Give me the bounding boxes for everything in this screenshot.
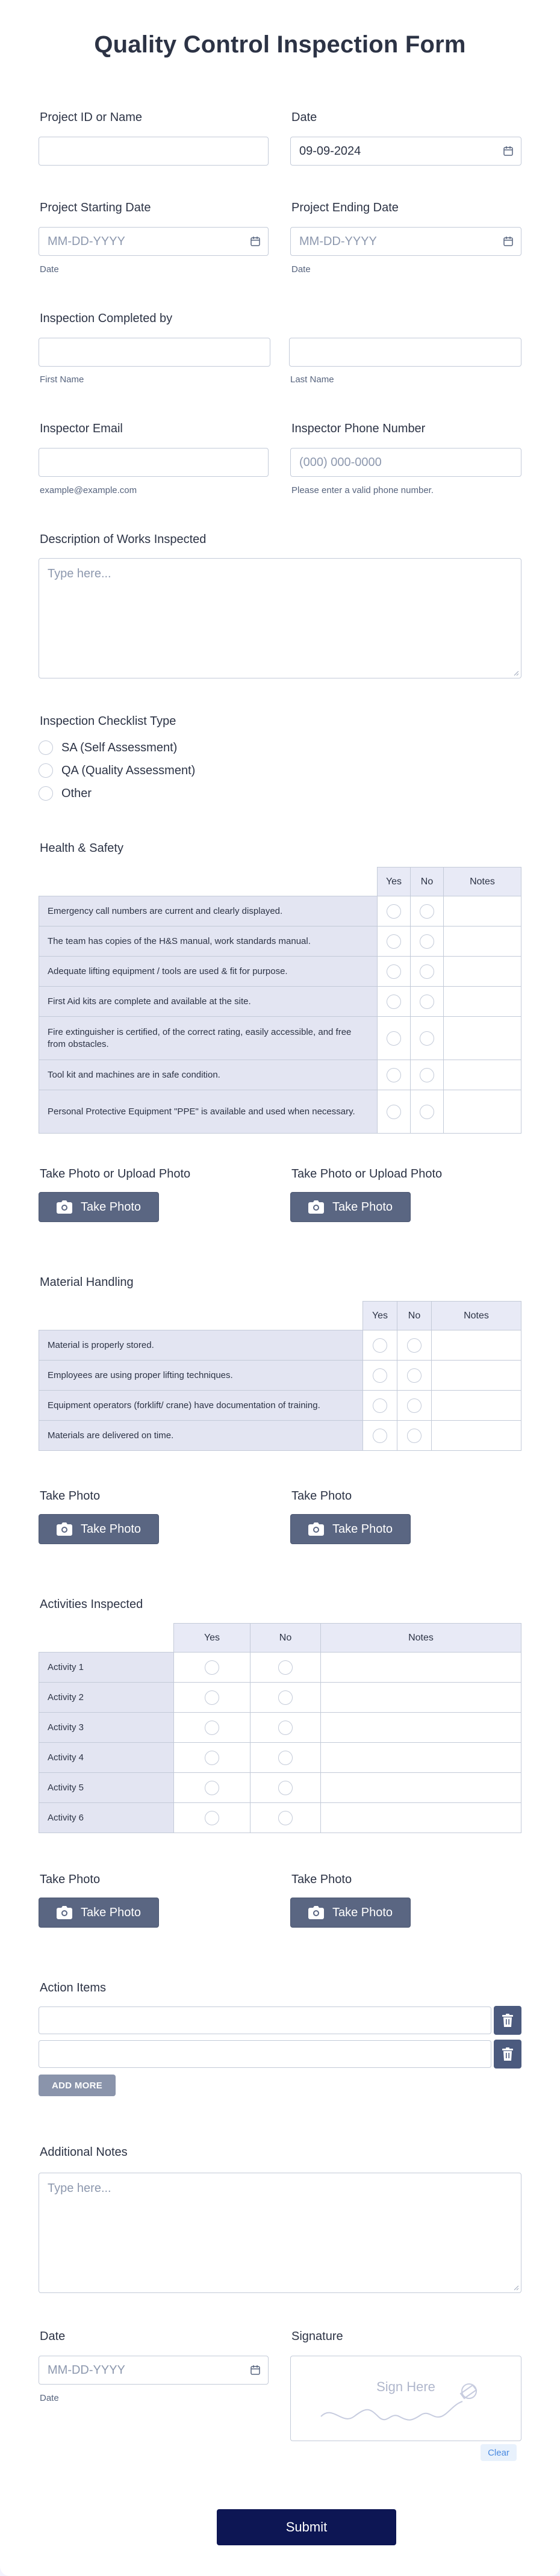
table-row-label: Activity 6 [39,1803,174,1833]
end-date-label: Project Ending Date [291,201,399,214]
notes-cell[interactable] [432,1330,521,1361]
camera-icon [308,1522,324,1536]
delete-row-button[interactable] [494,2006,521,2035]
no-radio[interactable] [278,1721,293,1735]
checklist-type-label: Inspection Checklist Type [40,715,176,728]
project-id-input[interactable] [39,137,269,166]
notes-cell[interactable] [321,1653,521,1683]
inspector-label: Inspection Completed by [40,312,173,325]
health-safety-label: Health & Safety [40,842,123,855]
first-name-input[interactable] [39,338,270,367]
form-title: Quality Control Inspection Form [94,31,466,58]
signature-label: Signature [291,2330,343,2343]
radio-circle[interactable] [39,763,53,778]
calendar-icon[interactable] [503,146,514,157]
action-item-input[interactable] [39,2006,491,2034]
camera-icon [57,1522,72,1536]
radio-circle[interactable] [39,740,53,755]
yes-radio[interactable] [205,1751,219,1765]
table-row-label: Emergency call numbers are current and clearly displayed. [39,896,378,926]
date-input[interactable]: 09-09-2024 [290,137,521,166]
col-header-no: No [250,1624,321,1653]
notes-cell[interactable] [321,1773,521,1803]
camera-icon [308,1906,324,1919]
table-row-label: Activity 3 [39,1713,174,1743]
no-radio[interactable] [278,1811,293,1825]
photo-label: Take Photo [291,1873,352,1886]
no-radio[interactable] [420,995,434,1009]
col-header-notes: Notes [432,1302,521,1330]
yes-radio[interactable] [205,1660,219,1675]
description-textarea[interactable]: Type here... [39,558,521,678]
notes-cell[interactable] [432,1391,521,1421]
no-radio[interactable] [420,1031,434,1046]
yes-radio[interactable] [387,904,401,919]
yes-radio[interactable] [387,964,401,979]
start-date-label: Project Starting Date [40,201,151,214]
table-row-label: Tool kit and machines are in safe condition. [39,1060,378,1090]
yes-radio[interactable] [205,1721,219,1735]
material-handling-label: Material Handling [40,1276,134,1289]
no-radio[interactable] [420,1068,434,1082]
action-item-input[interactable] [39,2040,491,2068]
add-more-button[interactable]: ADD MORE [39,2075,116,2096]
table-row-label: Materials are delivered on time. [39,1421,363,1451]
yes-radio[interactable] [387,934,401,949]
radio-circle[interactable] [39,786,53,801]
trash-icon [502,2047,513,2061]
end-date-input[interactable]: MM-DD-YYYY [290,227,521,256]
email-label: Inspector Email [40,422,123,435]
calendar-icon[interactable] [503,236,514,247]
photo-upload-label: Take Photo or Upload Photo [40,1167,191,1181]
first-name-sublabel: First Name [40,374,84,385]
project-id-label: Project ID or Name [40,111,143,124]
action-items-label: Action Items [40,1981,107,1994]
notes-cell[interactable] [432,1421,521,1451]
table-row-label: Activity 4 [39,1743,174,1773]
no-radio[interactable] [407,1368,422,1383]
submit-button[interactable]: Submit [217,2509,396,2545]
take-photo-button[interactable]: Take Photo [39,1514,159,1544]
radio-option-sa[interactable]: SA (Self Assessment) [39,740,177,755]
activities-table [39,1623,521,1833]
final-date-sublabel: Date [40,2393,59,2403]
notes-cell[interactable] [321,1803,521,1833]
no-radio[interactable] [278,1660,293,1675]
signature-placeholder-icon [291,2356,521,2441]
no-radio[interactable] [278,1781,293,1795]
material-handling-table [39,1301,521,1451]
calendar-icon[interactable] [250,2365,261,2376]
table-row-label: Employees are using proper lifting techniques. [39,1361,363,1391]
health-safety-table [39,867,521,1134]
notes-cell[interactable] [444,896,521,926]
no-radio[interactable] [407,1398,422,1413]
calendar-icon[interactable] [250,236,261,247]
notes-cell[interactable] [444,957,521,987]
notes-cell[interactable] [444,1017,521,1060]
radio-option-qa[interactable]: QA (Quality Assessment) [39,763,195,778]
no-radio[interactable] [407,1338,422,1353]
start-date-sublabel: Date [40,264,59,275]
end-date-sublabel: Date [291,264,311,275]
phone-sublabel: Please enter a valid phone number. [291,485,434,495]
phone-input[interactable]: (000) 000-0000 [290,448,521,477]
take-photo-button[interactable]: Take Photo [39,1898,159,1928]
yes-radio[interactable] [205,1690,219,1705]
signature-placeholder: Sign Here [376,2379,435,2394]
take-photo-button[interactable]: Take Photo [290,1192,411,1222]
yes-radio[interactable] [373,1338,387,1353]
signature-pad[interactable] [290,2356,521,2441]
resize-handle-icon[interactable] [513,2285,519,2291]
delete-row-button[interactable] [494,2040,521,2069]
last-name-sublabel: Last Name [290,374,334,385]
yes-radio[interactable] [373,1429,387,1443]
yes-radio[interactable] [373,1368,387,1383]
photo-label: Take Photo [291,1489,352,1503]
yes-radio[interactable] [373,1398,387,1413]
description-label: Description of Works Inspected [40,533,207,546]
notes-cell[interactable] [444,987,521,1017]
camera-icon [308,1200,324,1214]
photo-upload-label: Take Photo or Upload Photo [291,1167,443,1181]
notes-cell[interactable] [432,1361,521,1391]
col-header-yes: Yes [174,1624,250,1653]
table-row-label: The team has copies of the H&S manual, work standards manual. [39,926,378,957]
notes-textarea[interactable]: Type here... [39,2173,521,2293]
camera-icon [57,1906,72,1919]
no-radio[interactable] [278,1690,293,1705]
yes-radio[interactable] [387,1031,401,1046]
start-date-input[interactable]: MM-DD-YYYY [39,227,269,256]
notes-cell[interactable] [321,1683,521,1713]
last-name-input[interactable] [289,338,521,367]
final-date-label: Date [40,2330,66,2343]
radio-option-other[interactable]: Other [39,786,92,801]
col-header-yes: Yes [363,1302,397,1330]
final-date-input[interactable]: MM-DD-YYYY [39,2356,269,2385]
table-row-label: Material is properly stored. [39,1330,363,1361]
date-label: Date [291,111,317,124]
no-radio[interactable] [420,904,434,919]
table-row-label: Equipment operators (forklift/ crane) have documentation of training. [39,1391,363,1421]
no-radio[interactable] [420,1105,434,1119]
table-row-label: Fire extinguisher is certified, of the correct rating, easily accessible, and free from obstacles. [39,1017,378,1060]
table-row-label: Activity 2 [39,1683,174,1713]
photo-label: Take Photo [40,1873,101,1886]
yes-radio[interactable] [387,1105,401,1119]
no-radio[interactable] [420,964,434,979]
clear-signature-button[interactable]: Clear [481,2444,517,2461]
yes-radio[interactable] [387,995,401,1009]
table-row-label: Adequate lifting equipment / tools are used & fit for purpose. [39,957,378,987]
activities-label: Activities Inspected [40,1598,143,1611]
col-header-notes: Notes [321,1624,521,1653]
phone-label: Inspector Phone Number [291,422,426,435]
email-input[interactable] [39,448,269,477]
col-header-notes: Notes [444,867,521,896]
no-radio[interactable] [407,1429,422,1443]
camera-icon [57,1200,72,1214]
no-radio[interactable] [278,1751,293,1765]
resize-handle-icon[interactable] [513,670,519,676]
col-header-yes: Yes [378,867,411,896]
trash-icon [502,2014,513,2027]
notes-cell[interactable] [321,1743,521,1773]
notes-cell[interactable] [444,1060,521,1090]
table-row-label: First Aid kits are complete and available at the site. [39,987,378,1017]
email-sublabel: example@example.com [40,485,137,495]
notes-label: Additional Notes [40,2146,128,2159]
take-photo-button[interactable]: Take Photo [39,1192,159,1222]
notes-cell[interactable] [444,1090,521,1134]
col-header-no: No [411,867,444,896]
no-radio[interactable] [420,934,434,949]
take-photo-button[interactable]: Take Photo [290,1898,411,1928]
notes-cell[interactable] [444,926,521,957]
take-photo-button[interactable]: Take Photo [290,1514,411,1544]
yes-radio[interactable] [387,1068,401,1082]
table-row-label: Personal Protective Equipment "PPE" is available and used when necessary. [39,1090,378,1134]
table-row-label: Activity 5 [39,1773,174,1803]
photo-label: Take Photo [40,1489,101,1503]
yes-radio[interactable] [205,1781,219,1795]
yes-radio[interactable] [205,1811,219,1825]
col-header-no: No [397,1302,432,1330]
table-row-label: Activity 1 [39,1653,174,1683]
notes-cell[interactable] [321,1713,521,1743]
